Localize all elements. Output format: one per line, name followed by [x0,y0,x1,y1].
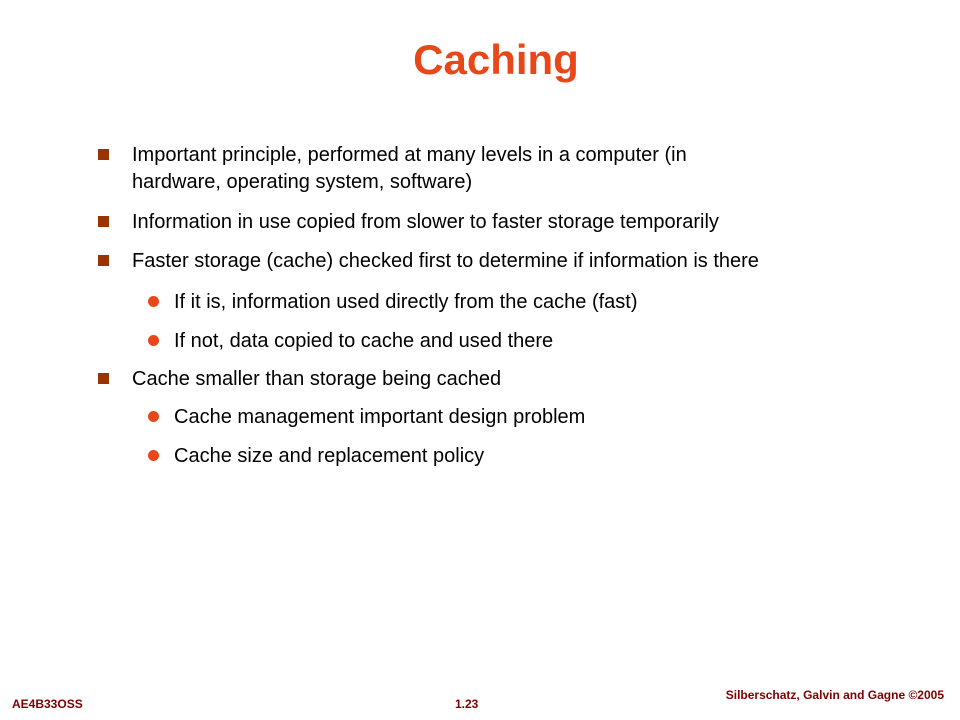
footer-page-number: 1.23 [455,697,479,711]
round-bullet-icon [148,335,159,346]
round-bullet-icon [148,296,159,307]
slide-title: Caching [413,36,579,83]
sub-bullet-item-text: Cache size and replacement policy [174,445,485,467]
sub-bullet-item-text: If not, data copied to cache and used there [174,330,554,352]
sub-bullet-item-text: Cache management important design problem [174,406,586,428]
bullet-item-text: Important principle, performed at many levels in a computer (in [132,144,687,166]
footer-copyright: Silberschatz, Galvin and Gagne ©2005 [725,688,944,702]
bullet-item-text: Faster storage (cache) checked first to determine if information is there [132,250,759,272]
bullet-item-text-continued: hardware, operating system, software) [132,171,473,193]
sub-bullet-item-text: If it is, information used directly from the cache (fast) [174,291,638,313]
square-bullet-icon [98,149,109,160]
square-bullet-icon [98,255,109,266]
footer-course-code: AE4B33OSS [12,697,83,711]
square-bullet-icon [98,216,109,227]
round-bullet-icon [148,411,159,422]
bullet-item-text: Cache smaller than storage being cached [132,368,502,390]
square-bullet-icon [98,373,109,384]
round-bullet-icon [148,450,159,461]
bullet-item-text: Information in use copied from slower to faster storage temporarily [132,211,719,233]
